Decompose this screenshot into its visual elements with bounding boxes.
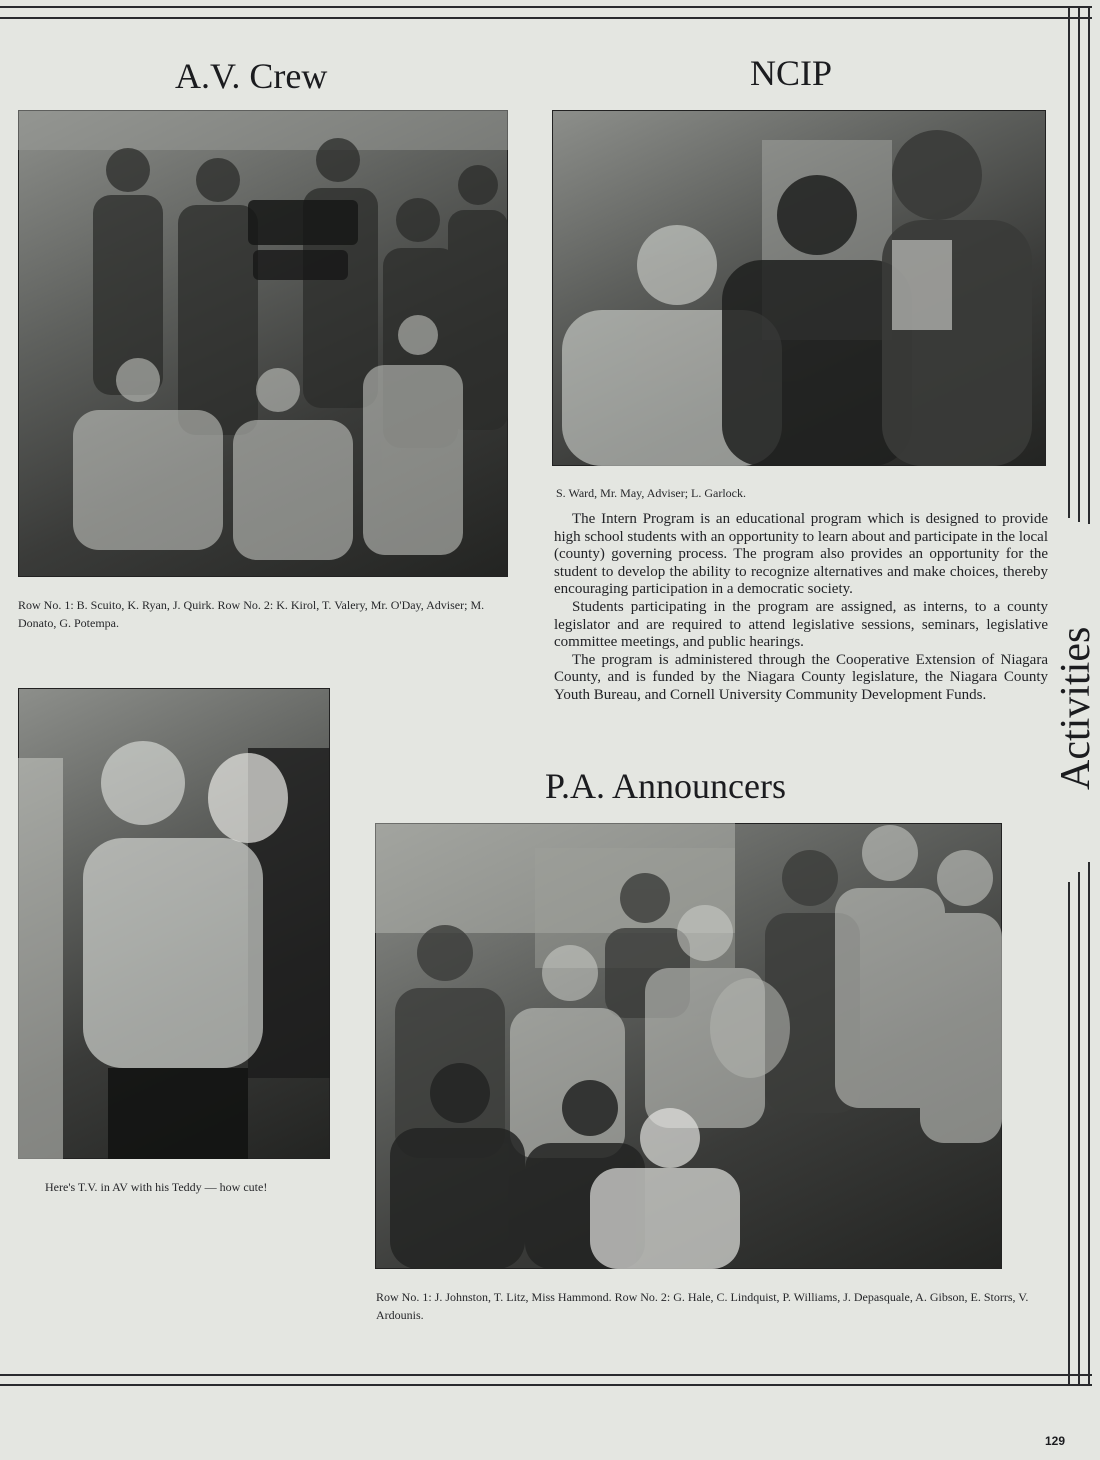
top-border-rule-1 bbox=[0, 6, 1092, 8]
av-crew-photo bbox=[18, 110, 508, 577]
ncip-description bbox=[554, 511, 1048, 705]
pa-announcers-photo bbox=[375, 823, 1002, 1269]
av-crew-heading: A.V. Crew bbox=[175, 56, 328, 96]
right-border-rule-3 bbox=[1088, 8, 1090, 524]
av-crew-photo-silhouettes bbox=[18, 110, 508, 577]
teddy-caption: Here's T.V. in AV with his Teddy — how cute! bbox=[45, 1180, 268, 1194]
right-border-rule-6 bbox=[1088, 862, 1090, 1384]
ncip-photo-silhouettes bbox=[552, 110, 1046, 466]
page-number: 129 bbox=[1045, 1434, 1066, 1448]
right-border-rule-5 bbox=[1078, 872, 1080, 1384]
top-border-rule-2 bbox=[0, 17, 1092, 19]
pa-announcers-caption: Row No. 1: J. Johnston, T. Litz, Miss Hammond. Row No. 2: G. Hale, C. Lindquist, P. Williams, J. Depasquale, A. Gibson, E. Storrs, V. Ardounis. bbox=[376, 1290, 1029, 1322]
ncip-photo bbox=[552, 110, 1046, 466]
ncip-paragraph-2: Students participating in the program are assigned, as interns, to a county legislator and are required to attend legislative sessions, seminars, legislative committee meetings, and public hearings. bbox=[554, 598, 1048, 651]
teddy-photo bbox=[18, 688, 330, 1159]
right-border-rule-1 bbox=[1068, 8, 1070, 518]
activities-side-label: Activities bbox=[1053, 626, 1099, 790]
right-border-rule-4 bbox=[1068, 882, 1070, 1384]
ncip-paragraph-3: The program is administered through the Cooperative Extension of Niagara County, and is funded by the Niagara County legislature, the Niagara County Youth Bureau, and Cornell University Community Development Funds. bbox=[554, 651, 1048, 703]
right-border-rule-2 bbox=[1078, 8, 1080, 522]
ncip-paragraph-1: The Intern Program is an educational program which is designed to provide high school students with an opportunity to learn about and participate in the local (county) governing process. The program also provides an opportunity for the student to develop the ability to recognize alternatives and make choices, thereby encouraging participation in a democratic society. bbox=[554, 511, 1048, 598]
bottom-border-rule-1 bbox=[0, 1374, 1092, 1376]
pa-announcers-photo-silhouettes bbox=[375, 823, 1002, 1269]
teddy-photo-silhouettes bbox=[18, 688, 330, 1159]
ncip-heading: NCIP bbox=[750, 53, 833, 93]
av-crew-caption: Row No. 1: B. Scuito, K. Ryan, J. Quirk. Row No. 2: K. Kirol, T. Valery, Mr. O'Day, Adviser; M. Donato, G. Potempa. bbox=[18, 598, 485, 630]
pa-announcers-heading: P.A. Announcers bbox=[545, 766, 786, 806]
ncip-caption: S. Ward, Mr. May, Adviser; L. Garlock. bbox=[556, 486, 747, 500]
bottom-border-rule-2 bbox=[0, 1384, 1092, 1386]
